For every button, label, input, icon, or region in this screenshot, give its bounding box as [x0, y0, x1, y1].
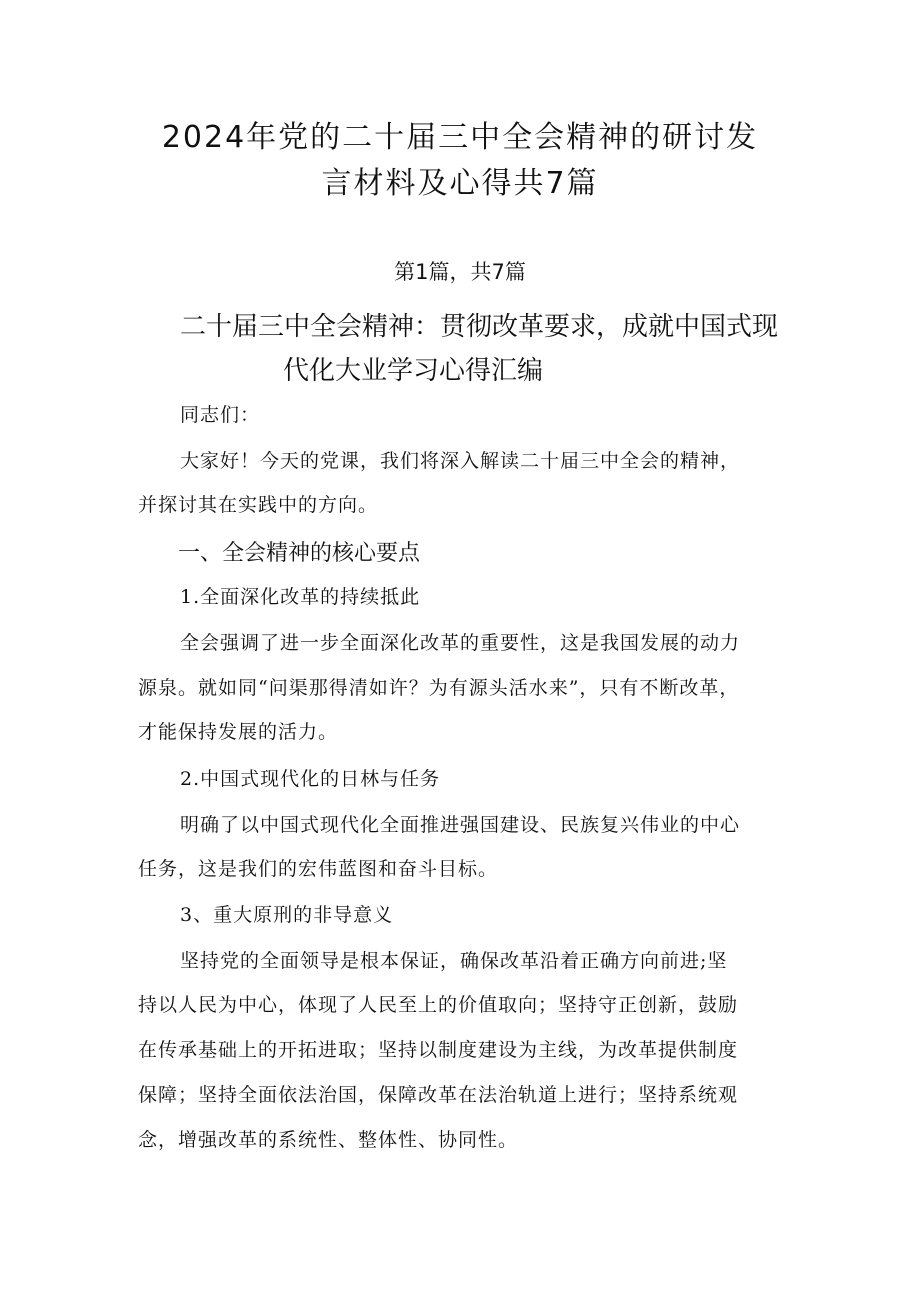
- item-1-line-3: 才能保持发展的活力。: [138, 721, 339, 743]
- article-title-line-1: 二十届三中全会精神：贯彻改革要求，成就中国式现: [180, 312, 779, 342]
- intro-line-1: 大家好！今天的党课，我们将深入解读二十届三中全会的精神，: [180, 450, 741, 472]
- section-heading: 一、全会精神的核心要点: [178, 541, 421, 566]
- item-3-line-1: 坚持党的全面领导是根本保证，确保改革沿着正确方向前进;坚: [180, 950, 728, 972]
- item-1-heading: 1.全面深化改革的持续抵此: [180, 586, 421, 608]
- item-2-line-2: 任务，这是我们的宏伟蓝图和奋斗目标。: [138, 858, 499, 880]
- part-label: 第1篇，共7篇: [394, 260, 526, 284]
- item-3-heading: 3、重大原刑的非导意义: [180, 904, 394, 926]
- item-3-line-4: 保障；坚持全面依法治国，保障改革在法治轨道上进行；坚持系统观: [138, 1084, 739, 1106]
- article-title-line-2: 代化大业学习心得汇编: [283, 356, 544, 386]
- item-2-line-1: 明确了以中国式现代化全面推进强国建设、民族复兴伟业的中心: [180, 814, 741, 836]
- document-title-line-1: 2024年党的二十届三中全会精神的研讨发: [161, 120, 759, 155]
- document-title-line-2: 言材料及心得共7篇: [321, 166, 599, 201]
- item-2-heading: 2.中国式现代化的日林与任务: [180, 768, 441, 790]
- item-1-line-1: 全会强调了进一步全面深化改革的重要性，这是我国发展的动力: [180, 632, 741, 654]
- item-3-line-3: 在传承基础上的开拓进取；坚持以制度建设为主线，为改革提供制度: [138, 1039, 739, 1061]
- item-3-line-2: 持以人民为中心，体现了人民至上的价值取向；坚持守正创新，鼓励: [138, 994, 739, 1016]
- salutation: 同志们：: [180, 404, 261, 426]
- intro-line-2: 并探讨其在实践中的方向。: [138, 494, 379, 516]
- item-3-line-5: 念，增强改革的系统性、整体性、协同性。: [138, 1129, 519, 1151]
- item-1-line-2: 源泉。就如同“问渠那得清如许？为有源头活水来”，只有不断改革，: [138, 677, 740, 699]
